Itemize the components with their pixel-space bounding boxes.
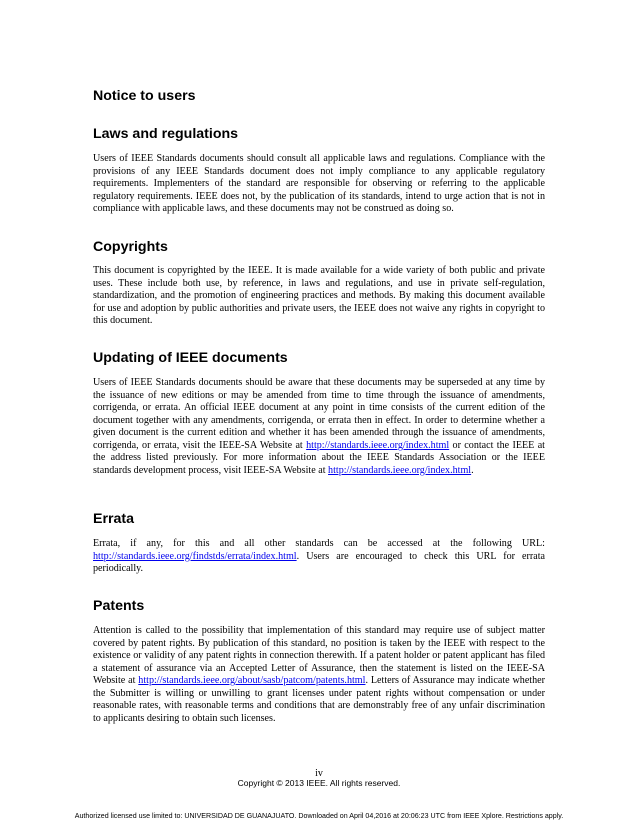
errata-text-1: Errata, if any, for this and all other standards can be accessed at the following URL:	[93, 538, 545, 549]
patents-text-2: . Letters of Assurance may indicate whether the Submitter is willing or unwilling to grant licenses under patent rights without compensation or under reasonable rates, with reasonable terms and conditions that are demonstrably free of any unfair discrimination to applicants desiring to obtain such licenses.	[93, 675, 545, 724]
heading-patents: Patents	[93, 598, 145, 614]
heading-updating-of-ieee-documents: Updating of IEEE documents	[93, 350, 288, 366]
heading-laws-and-regulations: Laws and regulations	[93, 126, 239, 142]
patents-link[interactable]: http://standards.ieee.org/about/sasb/patcom/patents.html	[138, 675, 366, 686]
updating-text-3: .	[471, 464, 474, 476]
errata-text-2: . Users are encouraged to check this URL for errata periodically.	[93, 550, 545, 574]
copyright-notice: Copyright © 2013 IEEE. All rights reserved.	[237, 778, 401, 788]
paragraph-copyrights: This document is copyrighted by the IEEE. It is made available for a wide variety of both public and private uses. These include both use, by reference, in laws and regulations, and use in private self-regulation, standardization, and the promotion of engineering practices and methods. By making this document available for use and adoption by public authorities and private users, the IEEE does not waive any rights in copyright to this document.	[93, 265, 545, 326]
standards-website-link[interactable]: http://standards.ieee.org/index.html	[306, 439, 450, 451]
paragraph-laws-and-regulations: Users of IEEE Standards documents should consult all applicable laws and regulations. Compliance with the provisions of any IEEE Standards document does not imply compliance to any applicable regulatory requirements. Implementers of the standard are responsible for observing or referring to the applicable regulatory requirements. IEEE does not, by the publication of its standards, intend to urge action that is not in compliance with applicable laws, and these documents may not be construed as doing so.	[93, 153, 545, 214]
paragraph-patents	[93, 625, 545, 725]
standards-website-link-2[interactable]: http://standards.ieee.org/index.html	[328, 464, 472, 476]
updating-text-2: or contact the IEEE at the address listed previously. For more information about the IEEE Standards Association or the IEEE standards development process, visit IEEE-SA Website at	[93, 439, 545, 476]
heading-copyrights: Copyrights	[93, 239, 168, 255]
license-notice: Authorized licensed use limited to: UNIVERSIDAD DE GUANAJUATO. Downloaded on April 04,2016 at 20:06:23 UTC from IEEE Xplore. Restrictions apply.	[74, 812, 564, 820]
heading-errata: Errata	[93, 511, 135, 527]
updating-text-1: Users of IEEE Standards documents should be aware that these documents may be superseded at any time by the issuance of new editions or may be amended from time to time through the issuance of amendments, corrigenda, or errata. An official IEEE document at any point in time consists of the current edition of the document together with any amendments, corrigenda, or errata then in effect. In order to determine whether a given document is the current edition and whether it has been amended through the issuance of amendments, corrigenda, or errata, visit the IEEE-SA Website at	[93, 377, 545, 451]
errata-link[interactable]: http://standards.ieee.org/findstds/errata/index.html	[93, 550, 297, 562]
patents-text-1: Attention is called to the possibility that implementation of this standard may require use of subject matter covered by patent rights. By publication of this standard, no position is taken by the IEEE with respect to the existence or validity of any patent rights in connection therewith. If a patent holder or patent applicant has filed a statement of assurance via an Accepted Letter of Assurance, then the statement is listed on the IEEE-SA Website at	[93, 625, 545, 686]
paragraph-errata	[93, 538, 545, 576]
page-title: Notice to users	[93, 88, 196, 104]
page-number: iv	[315, 768, 323, 779]
paragraph-updating-of-ieee-documents	[93, 377, 545, 477]
